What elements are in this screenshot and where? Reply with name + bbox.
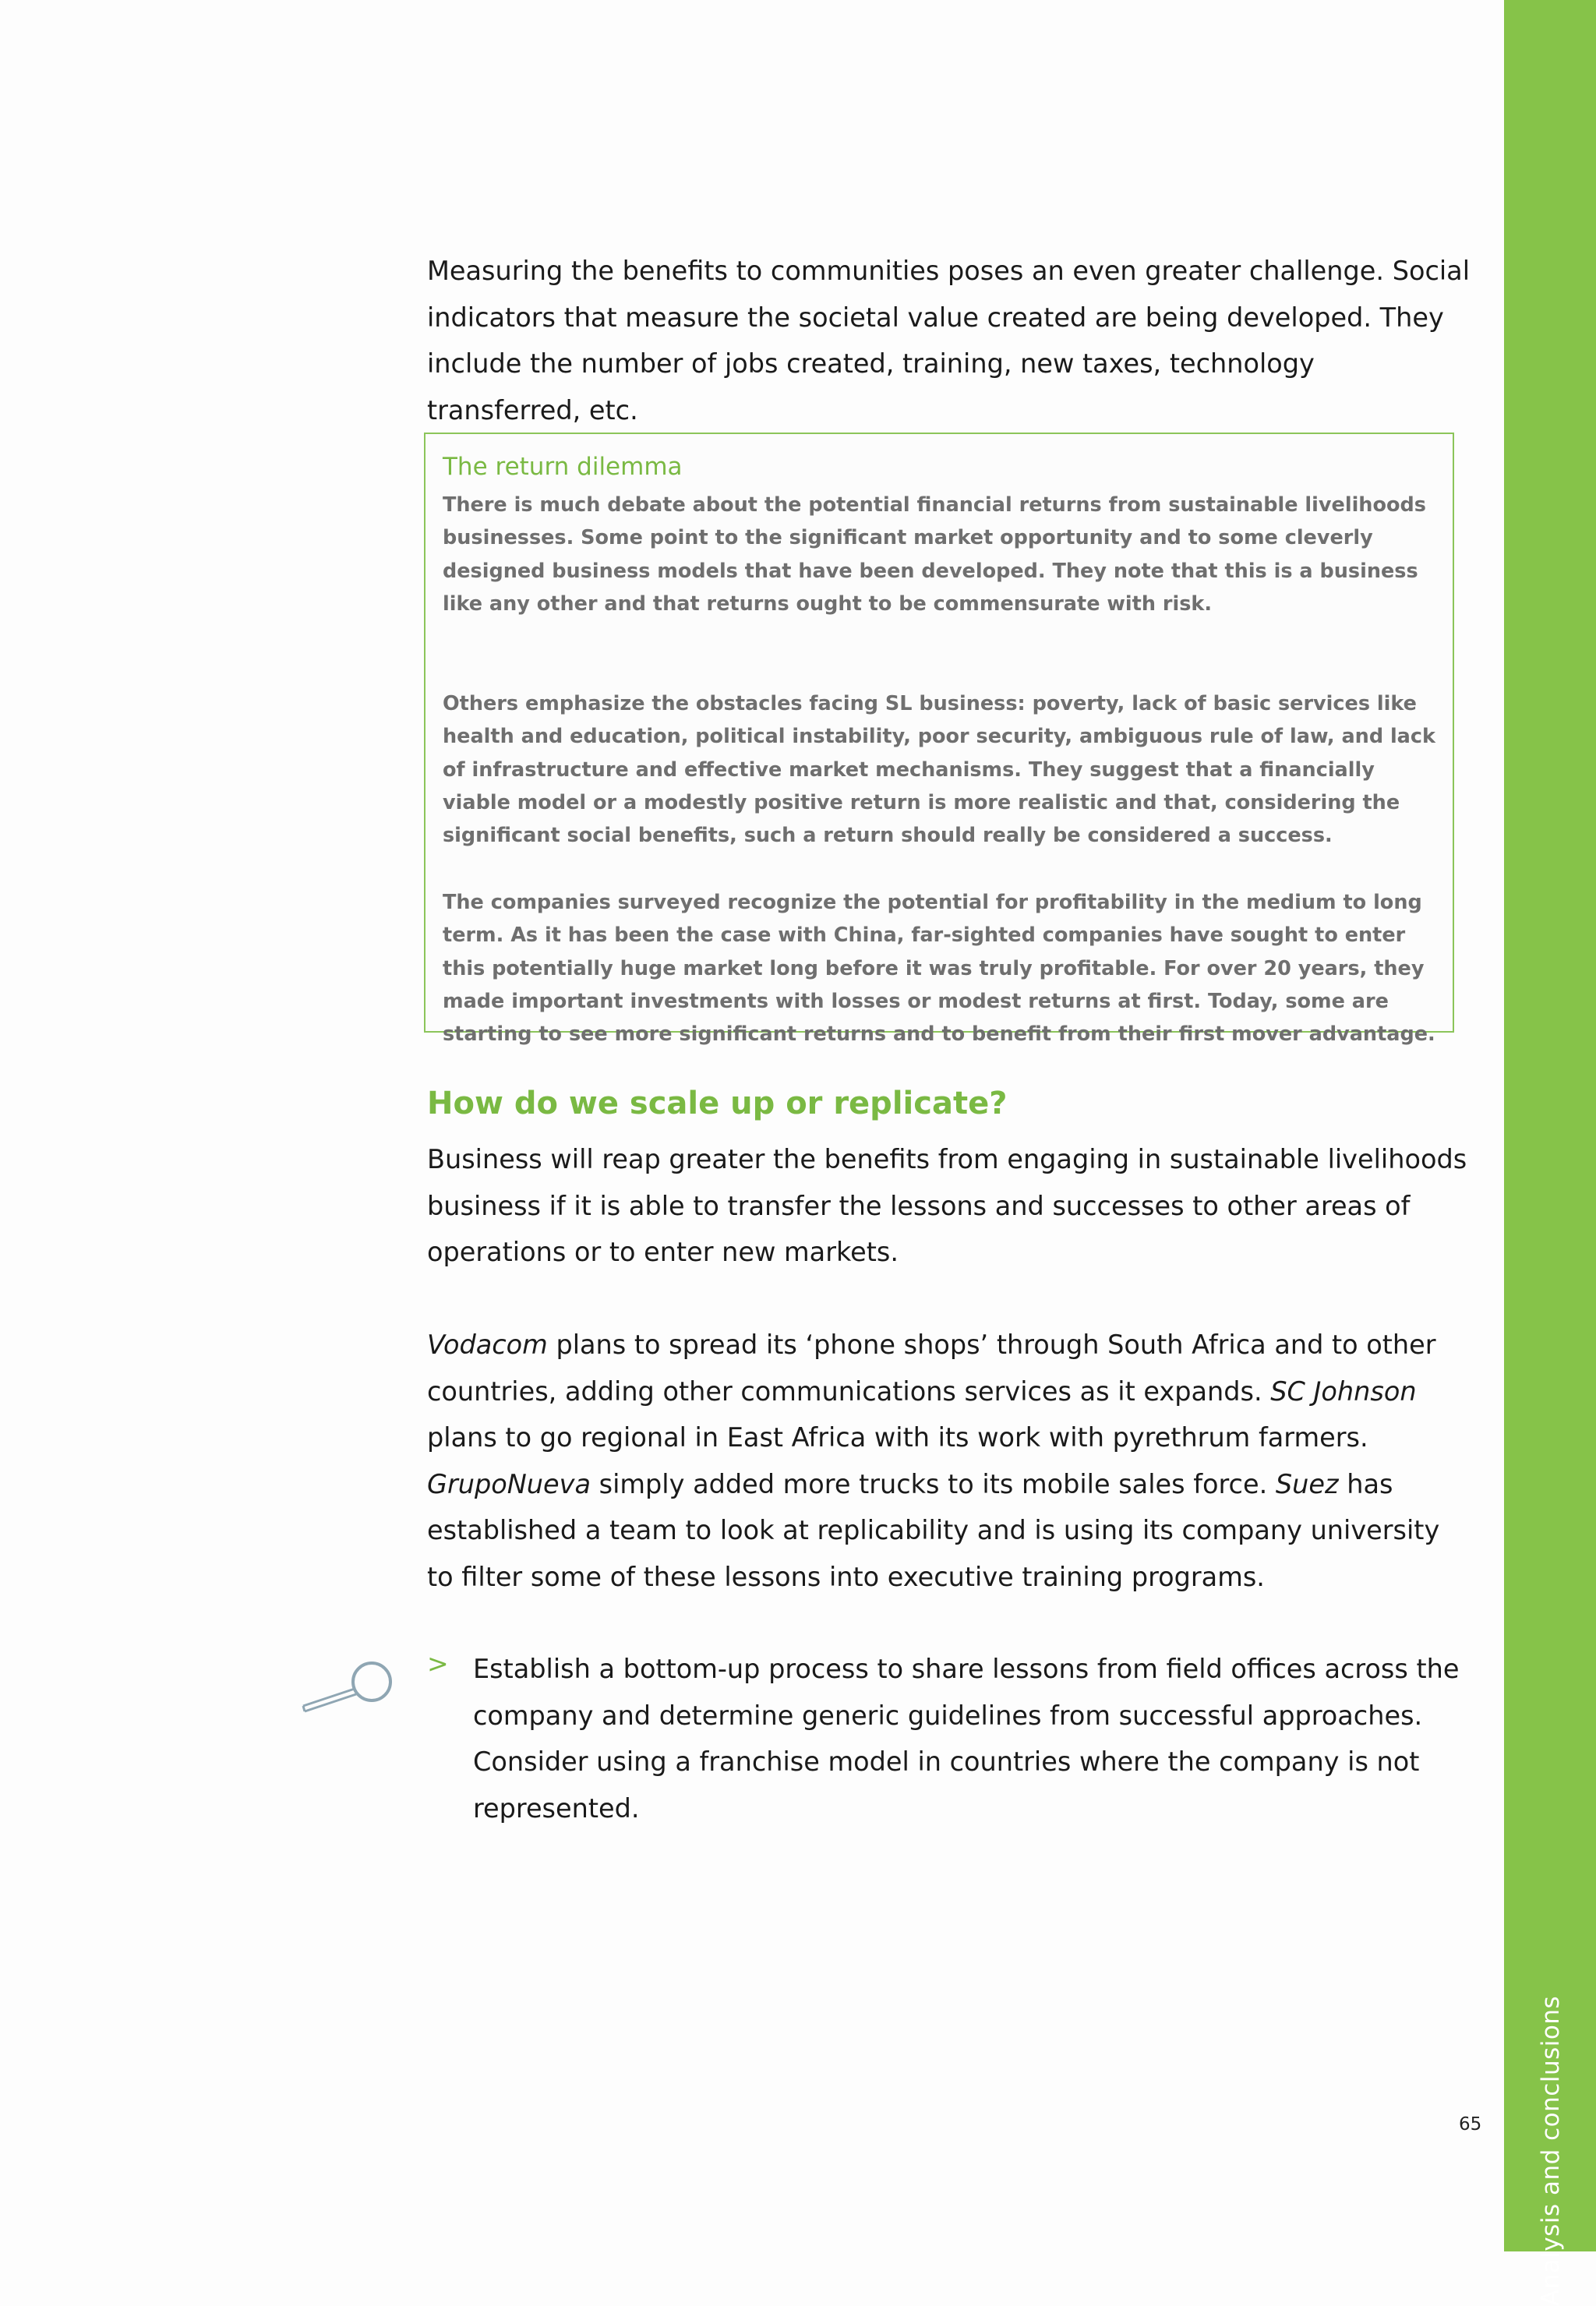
intro-paragraph: Measuring the benefits to communities poses an even greater challenge. Social indicators that measure the societal value created are being developed. They include the number of jobs created, training, new taxes, technology transferred, etc. (427, 256, 1471, 426)
company-sc-johnson: SC Johnson (1270, 1375, 1417, 1407)
paragraph-text: plans to go regional in East Africa with its work with pyrethrum farmers. (427, 1422, 1368, 1453)
section-heading: How do we scale up or replicate? (427, 1086, 1008, 1121)
scale-paragraph-2 (427, 1322, 1471, 1600)
box-title: The return dilemma (443, 453, 683, 481)
box-paragraph-1: There is much debate about the potential financial returns from sustainable livelihoods businesses. Some point to the significant market opportunity and to some cleverly designed business models that have been developed. They note that this is a business like any other and that returns ought to be commensurate with risk. (443, 493, 1426, 616)
bullet-marker: > (427, 1648, 449, 1679)
company-suez: Suez (1275, 1468, 1339, 1499)
paragraph-text: has established a team to look at replicability and is using its company university to filter some of these lessons into executive training programs. (427, 1468, 1440, 1592)
magnifying-glass-icon (298, 1654, 398, 1717)
scale-paragraph-1: Business will reap greater the benefits from engaging in sustainable livelihoods business if it is able to transfer the lessons and successes to other areas of operations or to enter new markets. (427, 1144, 1467, 1267)
company-gruponueva: GrupoNueva (427, 1468, 591, 1499)
company-vodacom: Vodacom (427, 1330, 548, 1360)
chapter-label: Analysis and conclusions (1537, 1995, 1565, 2306)
paragraph-text: simply added more trucks to its mobile sales force. (590, 1468, 1276, 1499)
chapter-sidebar (1504, 0, 1596, 2251)
page-number: 65 (1459, 2114, 1482, 2135)
return-dilemma-box (424, 433, 1454, 1047)
recommendation-bullet: Establish a bottom-up process to share lessons from field offices across the company and determine generic guidelines from successful approaches. Consider using a franchise model in countries where the company is not represented. (473, 1654, 1460, 1824)
paragraph-text: plans to spread its ‘phone shops’ through South Africa and to other countries, adding other communications services as it expands. (427, 1330, 1436, 1407)
box-paragraph-2: Others emphasize the obstacles facing SL business: poverty, lack of basic services like health and education, political instability, poor security, ambiguous rule of law, and lack of infrastructure and effective market mechanisms. They suggest that a financially viable model or a modestly positive return is more realistic and that, considering the significant social benefits, such a return should really be considered a success. (443, 692, 1435, 848)
box-paragraph-3: The companies surveyed recognize the potential for profitability in the medium to long term. As it has been the case with China, far-sighted companies have sought to enter this potentially huge market long before it was truly profitable. For over 20 years, they made important investments with losses or modest returns at first. Today, some are starting to see more significant returns and to benefit from their first mover advantage. (443, 891, 1435, 1047)
